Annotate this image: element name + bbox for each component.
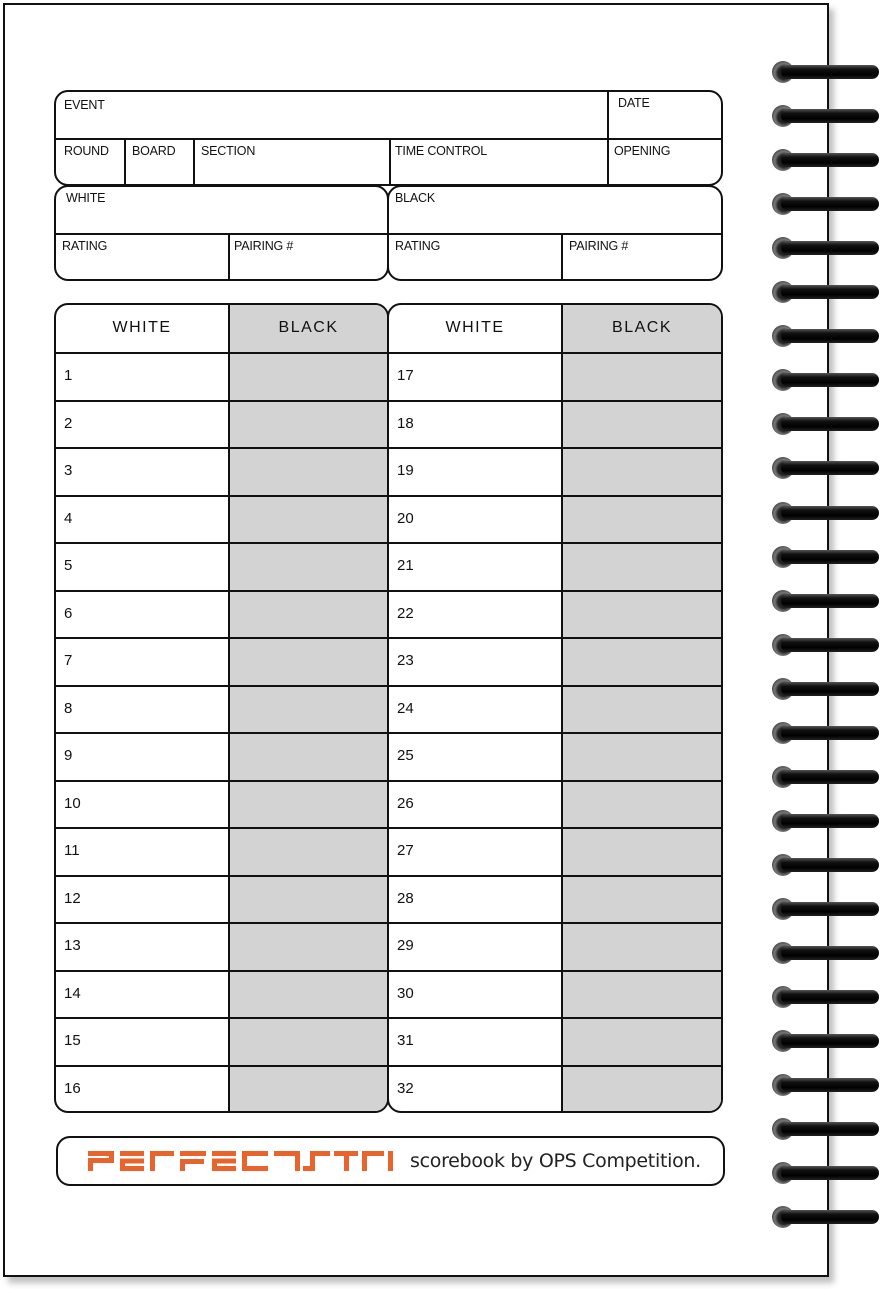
date-label: DATE <box>618 96 650 110</box>
black-move-cell[interactable] <box>230 497 387 543</box>
move-number: 29 <box>397 937 414 954</box>
black-move-cell[interactable] <box>230 449 387 495</box>
ring-wire-icon <box>781 770 879 784</box>
black-column-header: BLACK <box>278 319 339 336</box>
move-number: 2 <box>64 414 73 432</box>
ring-wire-icon <box>781 814 879 828</box>
black-move-cell[interactable] <box>563 1067 721 1113</box>
move-number: 3 <box>64 462 73 479</box>
move-row <box>389 544 721 590</box>
binding-ring <box>772 1206 882 1228</box>
ring-wire-icon <box>781 726 879 740</box>
ring-wire-icon <box>781 682 879 696</box>
white-move-cell[interactable] <box>56 402 228 448</box>
black-rating-field[interactable] <box>389 235 561 281</box>
white-move-cell[interactable] <box>56 924 228 970</box>
ring-wire-icon <box>781 902 879 916</box>
opening-field[interactable] <box>609 140 721 186</box>
perfect-strike-logo <box>88 1151 404 1171</box>
white-pairing-label: PAIRING # <box>234 239 294 253</box>
white-move-cell[interactable] <box>389 592 561 638</box>
binding-ring <box>772 678 882 700</box>
section-label: SECTION <box>201 144 256 158</box>
binding-ring <box>772 457 882 479</box>
black-move-cell[interactable] <box>563 544 721 590</box>
white-move-cell[interactable] <box>56 1019 228 1065</box>
black-pairing-field[interactable] <box>563 235 721 281</box>
binding-ring <box>772 237 882 259</box>
move-number: 10 <box>64 794 81 812</box>
white-move-cell[interactable] <box>56 354 228 400</box>
white-column-header: WHITE <box>112 319 172 336</box>
move-number: 19 <box>397 462 414 479</box>
binding-ring <box>772 854 882 876</box>
white-column-header: WHITE <box>445 319 505 336</box>
black-player-box <box>387 185 723 281</box>
ring-wire-icon <box>781 1166 879 1180</box>
binding-ring <box>772 1118 882 1140</box>
white-rating-label: RATING <box>62 239 108 253</box>
black-move-cell[interactable] <box>230 402 387 448</box>
black-move-cell[interactable] <box>230 687 387 733</box>
black-rating-label: RATING <box>395 239 441 253</box>
move-number: 9 <box>64 747 73 764</box>
ring-wire-icon <box>781 241 879 255</box>
binding-ring <box>772 502 882 524</box>
move-row <box>389 924 721 970</box>
move-row <box>389 497 721 543</box>
binding-ring <box>772 766 882 788</box>
black-move-cell[interactable] <box>563 354 721 400</box>
black-move-cell[interactable] <box>230 972 387 1018</box>
ring-wire-icon <box>781 285 879 299</box>
move-number: 5 <box>64 557 73 574</box>
black-move-cell[interactable] <box>230 354 387 400</box>
ring-wire-icon <box>781 594 879 608</box>
white-move-cell[interactable] <box>56 592 228 638</box>
tagline: scorebook by OPS Competition. <box>410 1150 701 1172</box>
ring-wire-icon <box>781 990 879 1004</box>
white-move-cell[interactable] <box>389 782 561 828</box>
ring-wire-icon <box>781 417 879 431</box>
white-move-cell[interactable] <box>56 544 228 590</box>
move-row <box>389 449 721 495</box>
move-number: 27 <box>397 842 414 859</box>
move-row <box>56 829 387 875</box>
event-label: EVENT <box>64 98 105 112</box>
ring-wire-icon <box>781 329 879 343</box>
event-field[interactable] <box>56 92 607 138</box>
move-row <box>389 1019 721 1065</box>
white-move-cell[interactable] <box>56 734 228 780</box>
white-pairing-field[interactable] <box>230 235 387 281</box>
white-move-cell[interactable] <box>389 687 561 733</box>
white-move-cell[interactable] <box>389 354 561 400</box>
black-move-cell[interactable] <box>563 877 721 923</box>
move-number: 12 <box>64 889 81 907</box>
move-number: 7 <box>64 652 73 669</box>
binding-ring <box>772 546 882 568</box>
black-move-cell[interactable] <box>230 734 387 780</box>
brand-footer <box>56 1136 725 1186</box>
white-move-cell[interactable] <box>389 734 561 780</box>
move-number: 1 <box>64 367 73 384</box>
ring-wire-icon <box>781 550 879 564</box>
black-move-cell[interactable] <box>563 639 721 685</box>
ring-wire-icon <box>781 1078 879 1092</box>
ring-wire-icon <box>781 65 879 79</box>
black-move-cell[interactable] <box>230 544 387 590</box>
white-move-cell[interactable] <box>56 972 228 1018</box>
time-control-label: TIME CONTROL <box>395 144 488 158</box>
white-move-cell[interactable] <box>389 544 561 590</box>
move-number: 20 <box>397 509 414 527</box>
white-move-cell[interactable] <box>56 1067 228 1113</box>
black-pairing-label: PAIRING # <box>569 239 629 253</box>
move-number: 15 <box>64 1032 81 1049</box>
move-row <box>56 687 387 733</box>
binding-ring <box>772 942 882 964</box>
binding-ring <box>772 149 882 171</box>
move-number: 13 <box>64 937 81 954</box>
move-row <box>56 402 387 448</box>
ring-wire-icon <box>781 1210 879 1224</box>
binding-ring <box>772 898 882 920</box>
binding-ring <box>772 634 882 656</box>
black-move-cell[interactable] <box>563 1019 721 1065</box>
binding-ring <box>772 413 882 435</box>
move-number: 26 <box>397 794 414 812</box>
white-move-cell[interactable] <box>389 972 561 1018</box>
move-row <box>389 734 721 780</box>
move-row <box>389 639 721 685</box>
move-number: 25 <box>397 747 414 764</box>
move-row <box>389 354 721 400</box>
move-number: 8 <box>64 699 73 717</box>
move-row <box>56 924 387 970</box>
white-player-box <box>54 185 389 281</box>
move-number: 28 <box>397 889 414 907</box>
binding-ring <box>772 1162 882 1184</box>
ring-wire-icon <box>781 153 879 167</box>
black-player-label: BLACK <box>395 191 435 205</box>
move-row <box>56 592 387 638</box>
white-move-cell[interactable] <box>56 449 228 495</box>
move-row <box>389 782 721 828</box>
move-row <box>389 402 721 448</box>
black-move-cell[interactable] <box>563 972 721 1018</box>
binding-ring <box>772 105 882 127</box>
move-number: 14 <box>64 984 81 1002</box>
move-number: 31 <box>397 1032 414 1049</box>
move-row <box>389 877 721 923</box>
time-control-field[interactable] <box>391 140 607 186</box>
white-move-cell[interactable] <box>56 497 228 543</box>
binding-ring <box>772 722 882 744</box>
white-move-cell[interactable] <box>389 639 561 685</box>
black-move-cell[interactable] <box>563 734 721 780</box>
black-move-cell[interactable] <box>563 924 721 970</box>
move-number: 16 <box>64 1079 81 1097</box>
binding-ring <box>772 61 882 83</box>
move-number: 23 <box>397 652 414 669</box>
moves-table-right <box>387 303 723 1113</box>
black-move-cell[interactable] <box>230 829 387 875</box>
white-move-cell[interactable] <box>389 1067 561 1113</box>
binding-ring <box>772 986 882 1008</box>
black-move-cell[interactable] <box>563 687 721 733</box>
binding-ring <box>772 369 882 391</box>
ring-wire-icon <box>781 461 879 475</box>
move-number: 4 <box>64 509 73 527</box>
game-info-box <box>54 90 723 186</box>
black-move-cell[interactable] <box>230 1067 387 1113</box>
white-move-cell[interactable] <box>389 497 561 543</box>
move-row <box>56 877 387 923</box>
move-number: 18 <box>397 414 414 432</box>
binding-ring <box>772 1030 882 1052</box>
move-row <box>56 782 387 828</box>
ring-wire-icon <box>781 109 879 123</box>
move-row <box>56 639 387 685</box>
white-move-cell[interactable] <box>56 687 228 733</box>
black-move-cell[interactable] <box>563 497 721 543</box>
black-move-cell[interactable] <box>563 782 721 828</box>
binding-ring <box>772 810 882 832</box>
move-number: 30 <box>397 984 414 1002</box>
move-number: 32 <box>397 1079 414 1097</box>
white-move-cell[interactable] <box>56 639 228 685</box>
black-move-cell[interactable] <box>230 592 387 638</box>
section-field[interactable] <box>195 140 389 186</box>
black-move-cell[interactable] <box>563 592 721 638</box>
move-number: 6 <box>64 604 73 622</box>
black-move-cell[interactable] <box>563 402 721 448</box>
move-row <box>56 1019 387 1065</box>
date-field[interactable] <box>609 92 721 138</box>
white-rating-field[interactable] <box>56 235 228 281</box>
move-row <box>389 1067 721 1113</box>
white-name-field[interactable] <box>56 187 387 233</box>
black-move-cell[interactable] <box>230 782 387 828</box>
black-move-cell[interactable] <box>563 449 721 495</box>
ring-wire-icon <box>781 197 879 211</box>
move-number: 11 <box>64 842 80 859</box>
move-row <box>56 497 387 543</box>
white-move-cell[interactable] <box>389 829 561 875</box>
move-row <box>56 972 387 1018</box>
ring-wire-icon <box>781 373 879 387</box>
white-move-cell[interactable] <box>389 449 561 495</box>
white-move-cell[interactable] <box>56 782 228 828</box>
board-label: BOARD <box>132 144 176 158</box>
round-field[interactable] <box>56 140 124 186</box>
move-row <box>56 1067 387 1113</box>
ring-wire-icon <box>781 506 879 520</box>
black-move-cell[interactable] <box>230 877 387 923</box>
binding-ring <box>772 281 882 303</box>
move-row <box>56 734 387 780</box>
move-row <box>56 544 387 590</box>
binding-ring <box>772 590 882 612</box>
binding-ring <box>772 193 882 215</box>
move-number: 24 <box>397 699 414 717</box>
white-move-cell[interactable] <box>56 829 228 875</box>
black-name-field[interactable] <box>389 187 721 233</box>
move-row <box>389 687 721 733</box>
move-row <box>56 449 387 495</box>
move-number: 17 <box>397 367 414 384</box>
black-move-cell[interactable] <box>230 1019 387 1065</box>
board-field[interactable] <box>126 140 193 186</box>
ring-wire-icon <box>781 1034 879 1048</box>
round-label: ROUND <box>64 144 109 158</box>
black-move-cell[interactable] <box>563 829 721 875</box>
black-move-cell[interactable] <box>230 639 387 685</box>
white-move-cell[interactable] <box>389 402 561 448</box>
move-row <box>389 972 721 1018</box>
ring-wire-icon <box>781 946 879 960</box>
move-row <box>389 592 721 638</box>
opening-label: OPENING <box>614 144 671 158</box>
binding-ring <box>772 1074 882 1096</box>
black-move-cell[interactable] <box>230 924 387 970</box>
ring-wire-icon <box>781 858 879 872</box>
move-number: 21 <box>397 557 414 574</box>
ring-wire-icon <box>781 1122 879 1136</box>
black-column-header: BLACK <box>612 319 672 336</box>
ring-wire-icon <box>781 638 879 652</box>
white-move-cell[interactable] <box>389 1019 561 1065</box>
move-row <box>389 829 721 875</box>
moves-table-left <box>54 303 389 1113</box>
white-move-cell[interactable] <box>56 877 228 923</box>
white-move-cell[interactable] <box>389 877 561 923</box>
move-row <box>56 354 387 400</box>
white-player-label: WHITE <box>66 191 106 205</box>
white-move-cell[interactable] <box>389 924 561 970</box>
binding-ring <box>772 325 882 347</box>
move-number: 22 <box>397 604 414 622</box>
